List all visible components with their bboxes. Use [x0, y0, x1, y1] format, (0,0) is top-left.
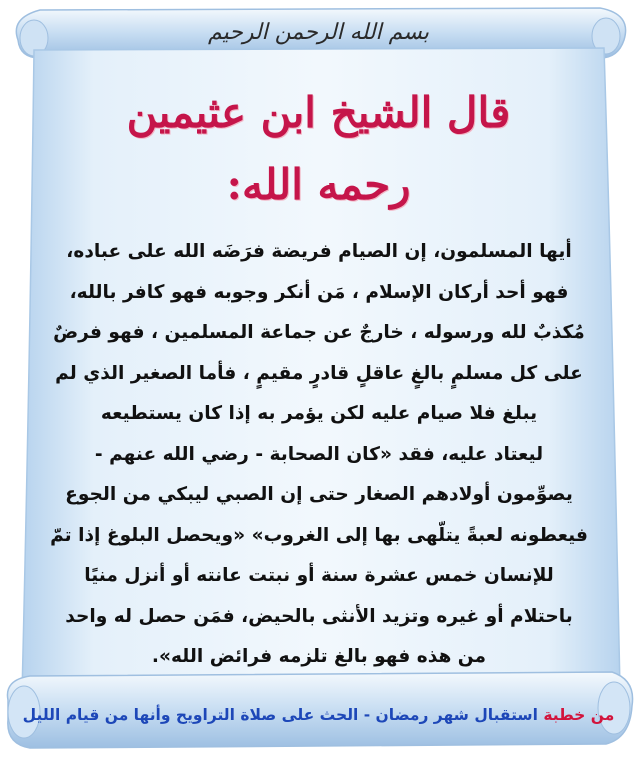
quote-line: فهو أحد أركان الإسلام ، مَن أنكر وجوبه فهو كافر بالله، [69, 281, 569, 303]
quote-line: يبلغ فلا صيام عليه لكن يؤمر به إذا كان يستطيعه [100, 403, 538, 424]
source-footer [0, 706, 637, 724]
quote-line: أيها المسلمون، إن الصيام فريضة فرَضَه الله على عباده، [66, 241, 572, 262]
quote-line: يصوِّمون أولادهم الصغار حتى إن الصبي ليبكي من الجوع [65, 484, 573, 505]
basmala-calligraphy: بسم الله الرحمن الرحيم [207, 20, 430, 45]
quote-body [22, 232, 616, 678]
quote-line: باحتلام أو غيره وتزيد الأنثى بالحيض، فمَن حصل له واحد [65, 605, 573, 627]
title-line-2: رحمه الله: [226, 160, 411, 209]
sermon-title: استقبال شهر رمضان - الحث على صلاة التراويح وأنها من قيام الليل [22, 706, 538, 724]
quote-line: من هذه فهو بالغ تلزمه فرائض الله». [151, 646, 487, 667]
source-label: من خطبة [543, 706, 615, 724]
quote-line: ليعتاد عليه، فقد «كان الصحابة - رضي الله عنهم - [94, 443, 544, 465]
quote-line: فيعطونه لعبةً يتلّهى بها إلى الغروب» «ويحصل البلوغ إذا تمّ [50, 524, 588, 546]
quote-line: على كل مسلمٍ بالغٍ عاقلٍ قادرٍ مقيمٍ ، فأما الصغير الذي لم [55, 362, 583, 384]
quote-line: مُكذبٌ لله ورسوله ، خارجٌ عن جماعة المسلمين ، فهو فرضٌ [53, 322, 585, 343]
title-line-1: قال الشيخ ابن عثيمين [126, 88, 511, 137]
quote-line: للإنسان خمس عشرة سنة أو نبتت عانته أو أنزل منيًا [84, 565, 554, 586]
